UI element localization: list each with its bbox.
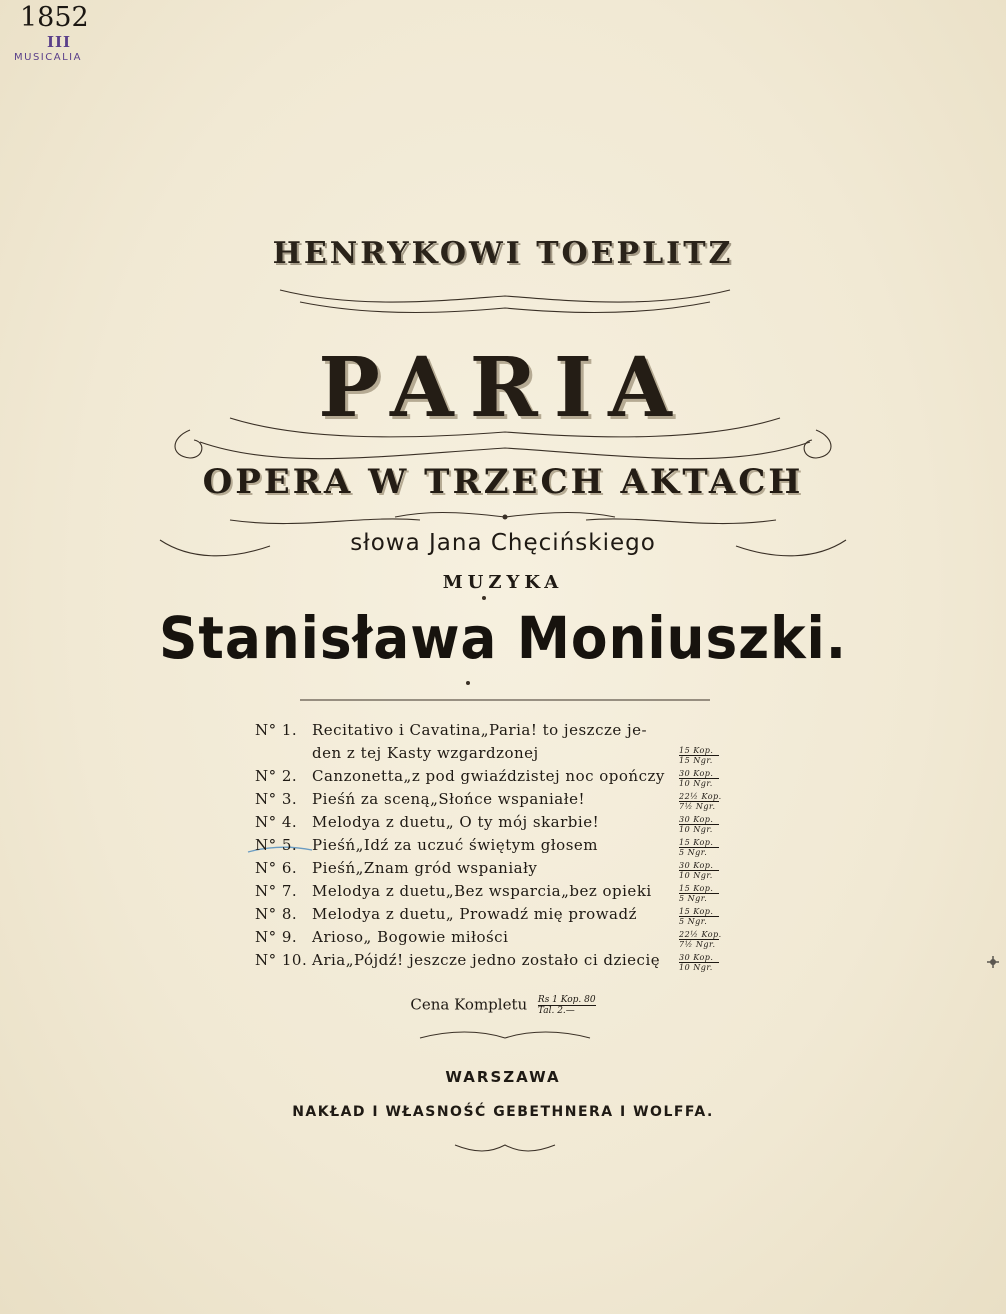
complete-price-value: Rs 1 Kop. 80 Tal. 2.— bbox=[537, 995, 596, 1016]
item-price: 22½ Kop. 7½ Ngr. bbox=[679, 930, 722, 949]
item-title: Pieśń„Idź za uczuć świętym głosem bbox=[312, 836, 599, 854]
music-label: MUZYKA bbox=[442, 572, 564, 593]
item-title: Recitativo i Cavatina„Paria! to jeszcze je- bbox=[312, 721, 648, 739]
item-title: Arioso„ Bogowie miłości bbox=[312, 928, 509, 946]
library-stamp-label: MUSICALIA bbox=[14, 52, 82, 63]
contents-item bbox=[255, 857, 755, 880]
contents-item bbox=[255, 719, 755, 742]
item-price: 30 Kop. 10 Ngr. bbox=[679, 953, 719, 972]
contents-item bbox=[255, 765, 755, 788]
librettist-line: słowa Jana Chęcińskiego bbox=[350, 530, 656, 556]
dedication: HENRYKOWI TOEPLITZ bbox=[272, 236, 734, 271]
item-number: N° 7. bbox=[255, 882, 298, 900]
item-price: 15 Kop. 5 Ngr. bbox=[679, 907, 719, 926]
item-title: den z tej Kasty wzgardzonej bbox=[312, 744, 539, 762]
item-number: N° 9. bbox=[255, 928, 298, 946]
item-price: 30 Kop. 10 Ngr. bbox=[679, 861, 719, 880]
catalog-year: 1852 bbox=[20, 2, 89, 33]
item-number: N° 2. bbox=[255, 767, 298, 785]
complete-price bbox=[0, 995, 1006, 1016]
item-price: 15 Kop. 15 Ngr. bbox=[679, 746, 719, 765]
item-title: Melodya z duetu„ O ty mój skarbie! bbox=[312, 813, 600, 831]
contents-list bbox=[255, 719, 755, 972]
item-number: N° 5. bbox=[255, 836, 298, 854]
opera-title: PARIA bbox=[318, 340, 688, 436]
contents-item bbox=[255, 903, 755, 926]
contents-item bbox=[255, 880, 755, 903]
publication-city: WARSZAWA bbox=[445, 1068, 561, 1086]
item-price: 30 Kop. 10 Ngr. bbox=[679, 815, 719, 834]
opera-subtitle: OPERA W TRZECH AKTACH bbox=[202, 462, 804, 502]
item-price: 22½ Kop. 7½ Ngr. bbox=[679, 792, 722, 811]
item-title: Canzonetta„z pod gwiaździstej noc opończy bbox=[312, 767, 665, 785]
item-title: Pieśń za sceną„Słońce wspaniałe! bbox=[312, 790, 585, 808]
item-number: N° 6. bbox=[255, 859, 298, 877]
complete-price-label: Cena Kompletu bbox=[410, 995, 528, 1014]
item-price: 15 Kop. 5 Ngr. bbox=[679, 838, 719, 857]
library-stamp-numeral: III bbox=[47, 33, 72, 51]
publisher-line: NAKŁAD I WŁASNOŚĆ GEBETHNERA I WOLFFA. bbox=[292, 1104, 714, 1120]
contents-item bbox=[255, 742, 755, 765]
item-price: 30 Kop. 10 Ngr. bbox=[679, 769, 719, 788]
contents-item bbox=[255, 834, 755, 857]
contents-item bbox=[255, 926, 755, 949]
contents-item bbox=[255, 811, 755, 834]
item-title: Melodya z duetu„ Prowadź mię prowadź bbox=[312, 905, 637, 923]
item-number: N° 10. bbox=[255, 951, 308, 969]
composer-name: Stanisława Moniuszki. bbox=[159, 604, 847, 672]
contents-item bbox=[255, 949, 755, 972]
item-number: N° 8. bbox=[255, 905, 298, 923]
item-price: 15 Kop. 5 Ngr. bbox=[679, 884, 719, 903]
item-number: N° 3. bbox=[255, 790, 298, 808]
item-title: Aria„Pójdź! jeszcze jedno zostało ci dziecię bbox=[312, 951, 661, 969]
item-title: Pieśń„Znam gród wspaniały bbox=[312, 859, 538, 877]
contents-item bbox=[255, 788, 755, 811]
item-number: N° 4. bbox=[255, 813, 298, 831]
item-number: N° 1. bbox=[255, 721, 298, 739]
item-title: Melodya z duetu„Bez wsparcia„bez opieki bbox=[312, 882, 652, 900]
